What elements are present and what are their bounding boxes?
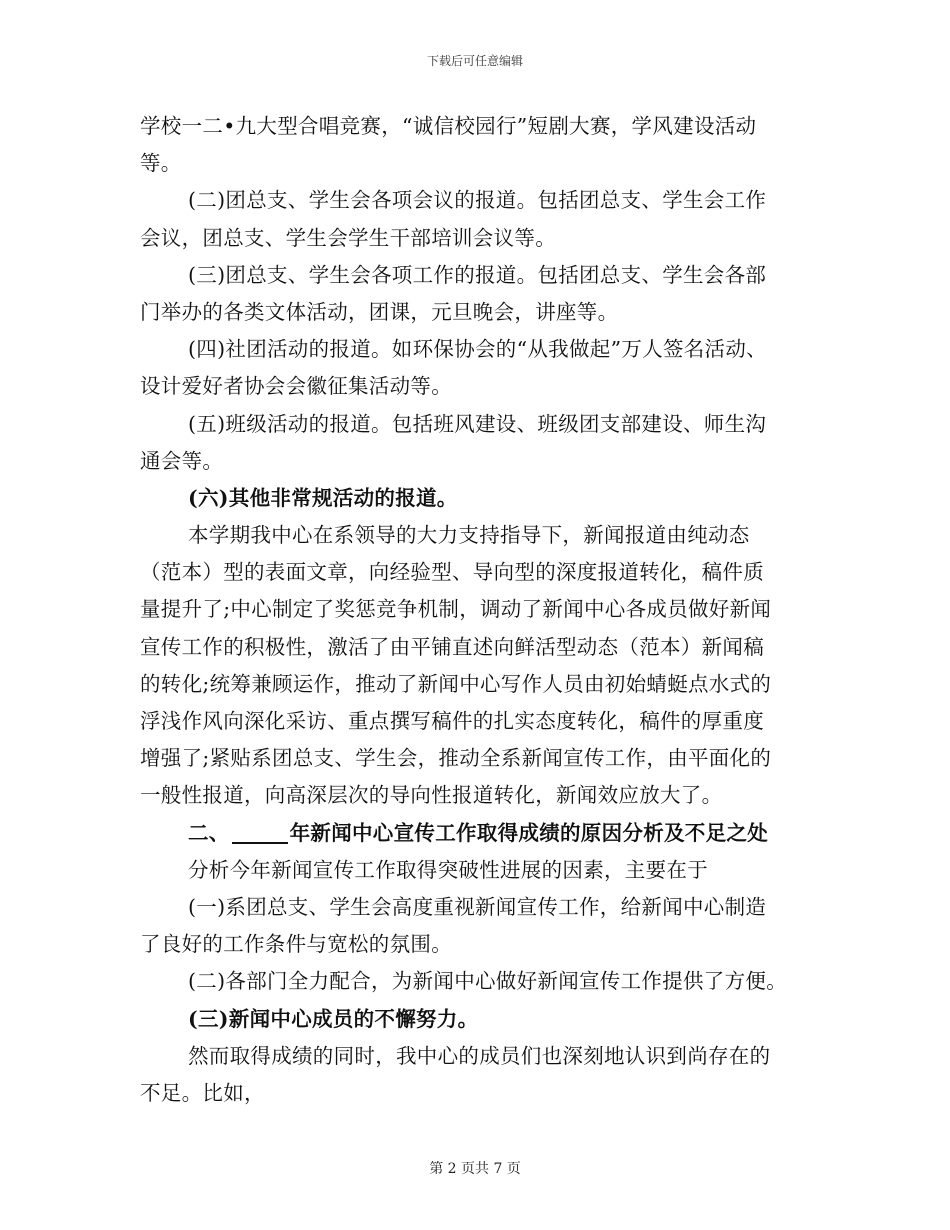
paragraph-line (140, 852, 820, 889)
paragraph-line (140, 889, 820, 926)
line-text: 量提升了;中心制定了奖惩竞争机制，调动了新闻中心各成员做好新闻 (140, 597, 772, 622)
paragraph-line (140, 331, 820, 368)
paragraph-line (140, 182, 820, 219)
paragraph-line (140, 554, 820, 591)
line-text: 了良好的工作条件与宽松的氛围。 (140, 932, 452, 957)
line-text: (四)社团活动的报道。如环保协会的“从我做起”万人签名活动、 (188, 337, 767, 362)
line-text-suffix: 年新闻中心宣传工作取得成绩的原因分析及不足之处 (289, 820, 769, 845)
paragraph-line (140, 294, 820, 331)
paragraph-line (140, 703, 820, 740)
page-header: 下载后可任意编辑 (426, 54, 523, 68)
paragraph-line (140, 1038, 820, 1075)
line-text: 会议，团总支、学生会学生干部培训会议等。 (140, 225, 556, 250)
line-text: 设计爱好者协会会徽征集活动等。 (140, 374, 452, 399)
document-body (140, 108, 820, 1112)
paragraph-line (140, 666, 820, 703)
section-heading (140, 1001, 820, 1038)
paragraph-line (140, 517, 820, 554)
paragraph-line (140, 740, 820, 777)
line-text: (一)系团总支、学生会高度重视新闻宣传工作，给新闻中心制造 (188, 894, 767, 919)
line-text: 学校一二•九大型合唱竞赛，“诚信校园行”短剧大赛，学风建设活动 (140, 114, 757, 138)
line-text: 一般性报道，向高深层次的导向性报道转化，新闻效应放大了。 (140, 783, 723, 808)
paragraph-line (140, 629, 820, 666)
page-footer: 第 2 页共 7 页 (429, 1161, 521, 1177)
line-text: 不足。比如， (140, 1080, 265, 1105)
line-text: 分析今年新闻宣传工作取得突破性进展的因素，主要在于 (188, 857, 708, 882)
paragraph-line (140, 443, 820, 480)
line-text: 等。 (140, 151, 182, 176)
line-text: 的转化;统筹兼顾运作，推动了新闻中心写作人员由初始蜻蜓点水式的 (140, 671, 772, 696)
line-text: (五)班级活动的报道。包括班风建设、班级团支部建设、师生沟 (188, 411, 767, 436)
paragraph-line (140, 145, 820, 182)
line-text: (二)各部门全力配合，为新闻中心做好新闻宣传工作提供了方便。 (188, 969, 787, 994)
section-heading (140, 815, 820, 852)
line-text: 然而取得成绩的同时，我中心的成员们也深刻地认识到尚存在的 (188, 1043, 771, 1068)
paragraph-line (140, 777, 820, 814)
section-heading (140, 480, 820, 517)
paragraph-line (140, 963, 820, 1000)
line-text: （范本）型的表面文章，向经验型、导向型的深度报道转化，稿件质 (140, 560, 764, 585)
line-text: (三)新闻中心成员的不懈努力。 (188, 1006, 479, 1031)
line-text: 通会等。 (140, 448, 224, 473)
line-text: (二)团总支、学生会各项会议的报道。包括团总支、学生会工作 (188, 188, 767, 213)
paragraph-line (140, 591, 820, 628)
line-text: (六)其他非常规活动的报道。 (188, 485, 458, 510)
line-text: 门举办的各类文体活动，团课，元旦晚会，讲座等。 (140, 299, 619, 324)
paragraph-line (140, 257, 820, 294)
paragraph-line (140, 220, 820, 257)
line-text: 宣传工作的积极性，激活了由平铺直述向鲜活型动态（范本）新闻稿 (140, 634, 764, 659)
line-text: (三)团总支、学生会各项工作的报道。包括团总支、学生会各部 (188, 262, 767, 287)
paragraph-line (140, 406, 820, 443)
line-text: 浮浅作风向深化采访、重点撰写稿件的扎实态度转化，稿件的厚重度 (140, 709, 764, 733)
paragraph-line (140, 368, 820, 405)
line-text: 二、 (188, 820, 230, 845)
fill-in-blank (232, 820, 288, 844)
line-text: 本学期我中心在系领导的大力支持指导下，新闻报道由纯动态 (188, 523, 750, 548)
paragraph-line (140, 1075, 820, 1112)
paragraph-line (140, 108, 820, 145)
paragraph-line (140, 926, 820, 963)
line-text: 增强了;紧贴系团总支、学生会，推动全系新闻宣传工作，由平面化的 (140, 746, 772, 771)
